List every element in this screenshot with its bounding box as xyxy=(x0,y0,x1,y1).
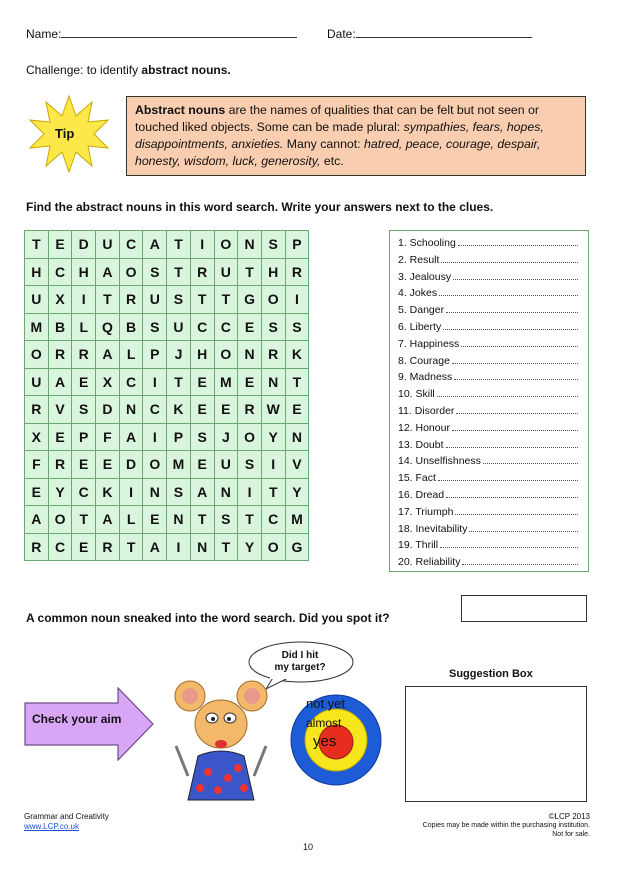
grid-letter: Q xyxy=(96,313,120,341)
grid-letter: O xyxy=(214,341,238,369)
grid-row xyxy=(25,506,309,534)
answer-line[interactable] xyxy=(446,302,578,313)
grid-letter: E xyxy=(143,506,167,534)
clue-item: 17. Triumph xyxy=(398,504,588,521)
grid-letter: M xyxy=(167,451,191,479)
answer-line[interactable] xyxy=(483,453,578,464)
clue-item: 11. Disorder xyxy=(398,403,588,420)
grid-letter: A xyxy=(143,231,167,259)
grid-letter: N xyxy=(143,478,167,506)
grid-letter: K xyxy=(167,396,191,424)
grid-letter: D xyxy=(96,396,120,424)
grid-letter: C xyxy=(143,396,167,424)
answer-box[interactable] xyxy=(461,595,587,622)
grid-letter: N xyxy=(238,341,262,369)
grid-letter: I xyxy=(190,231,214,259)
target-outer-label: not yet xyxy=(306,696,346,711)
answer-line[interactable] xyxy=(439,285,578,296)
grid-letter: T xyxy=(190,286,214,314)
grid-letter: E xyxy=(190,368,214,396)
clue-list xyxy=(389,230,589,572)
tip-badge: Tip xyxy=(55,126,75,141)
clue-item: 14. Unselfishness xyxy=(398,453,588,470)
grid-letter: S xyxy=(238,451,262,479)
grid-letter: M xyxy=(285,506,309,534)
grid-letter: R xyxy=(285,258,309,286)
grid-letter: C xyxy=(119,231,143,259)
grid-letter: S xyxy=(143,313,167,341)
answer-line[interactable] xyxy=(455,504,578,515)
grid-letter: P xyxy=(143,341,167,369)
grid-letter: E xyxy=(48,231,72,259)
grid-row xyxy=(25,258,309,286)
grid-letter: A xyxy=(143,533,167,561)
grid-letter: T xyxy=(190,506,214,534)
grid-letter: X xyxy=(48,286,72,314)
answer-line[interactable] xyxy=(456,403,578,414)
grid-letter: I xyxy=(285,286,309,314)
grid-letter: F xyxy=(96,423,120,451)
date-field[interactable] xyxy=(327,25,532,41)
grid-letter: R xyxy=(261,341,285,369)
grid-letter: B xyxy=(48,313,72,341)
grid-letter: T xyxy=(214,533,238,561)
answer-line[interactable] xyxy=(446,437,578,448)
grid-letter: C xyxy=(72,478,96,506)
grid-letter: E xyxy=(285,396,309,424)
grid-letter: X xyxy=(25,423,49,451)
grid-letter: U xyxy=(214,451,238,479)
grid-letter: R xyxy=(119,286,143,314)
common-noun-question: A common noun sneaked into the word search. Did you spot it? xyxy=(26,611,390,625)
grid-letter: K xyxy=(285,341,309,369)
grid-row xyxy=(25,231,309,259)
grid-letter: I xyxy=(143,423,167,451)
grid-letter: T xyxy=(238,258,262,286)
grid-letter: S xyxy=(214,506,238,534)
grid-letter: C xyxy=(119,368,143,396)
footer-left: Grammar and Creativity www.LCP.co.uk xyxy=(24,812,109,831)
grid-letter: K xyxy=(96,478,120,506)
grid-letter: I xyxy=(167,533,191,561)
grid-letter: N xyxy=(238,231,262,259)
grid-letter: N xyxy=(285,423,309,451)
grid-letter: R xyxy=(190,258,214,286)
grid-letter: S xyxy=(167,478,191,506)
grid-letter: G xyxy=(285,533,309,561)
grid-letter: C xyxy=(190,313,214,341)
grid-letter: H xyxy=(190,341,214,369)
grid-row xyxy=(25,533,309,561)
grid-letter: P xyxy=(167,423,191,451)
grid-row xyxy=(25,313,309,341)
grid-letter: I xyxy=(238,478,262,506)
grid-letter: O xyxy=(119,258,143,286)
grid-letter: U xyxy=(167,313,191,341)
grid-letter: J xyxy=(167,341,191,369)
grid-letter: H xyxy=(72,258,96,286)
grid-letter: E xyxy=(72,451,96,479)
grid-letter: P xyxy=(72,423,96,451)
grid-letter: N xyxy=(190,533,214,561)
grid-letter: N xyxy=(214,478,238,506)
grid-letter: E xyxy=(238,313,262,341)
grid-letter: J xyxy=(214,423,238,451)
answer-line[interactable] xyxy=(461,336,578,347)
grid-letter: A xyxy=(96,258,120,286)
clue-item: 5. Danger xyxy=(398,302,588,319)
grid-letter: S xyxy=(261,313,285,341)
grid-letter: C xyxy=(48,258,72,286)
grid-letter: L xyxy=(72,313,96,341)
grid-letter: E xyxy=(25,478,49,506)
grid-letter: R xyxy=(238,396,262,424)
grid-letter: V xyxy=(48,396,72,424)
clue-item: 4. Jokes xyxy=(398,285,588,302)
speech-bubble-text: Did I hit my target? xyxy=(274,650,326,673)
grid-letter: T xyxy=(96,286,120,314)
grid-letter: T xyxy=(167,231,191,259)
date-label: Date: xyxy=(327,27,356,41)
grid-letter: S xyxy=(72,396,96,424)
answer-line[interactable] xyxy=(440,537,578,548)
grid-letter: S xyxy=(190,423,214,451)
clue-item: 20. Reliability xyxy=(398,554,588,571)
grid-letter: Y xyxy=(285,478,309,506)
grid-letter: X xyxy=(96,368,120,396)
grid-letter: T xyxy=(72,506,96,534)
answer-line[interactable] xyxy=(454,369,578,380)
grid-letter: O xyxy=(143,451,167,479)
answer-line[interactable] xyxy=(441,252,578,263)
grid-letter: R xyxy=(48,341,72,369)
answer-line[interactable] xyxy=(453,269,578,280)
answer-line[interactable] xyxy=(443,319,578,330)
grid-letter: D xyxy=(119,451,143,479)
grid-letter: N xyxy=(261,368,285,396)
grid-row xyxy=(25,451,309,479)
name-field[interactable] xyxy=(26,25,297,41)
grid-letter: Y xyxy=(238,533,262,561)
footer-link[interactable]: www.LCP.co.uk xyxy=(24,822,79,831)
grid-letter: V xyxy=(285,451,309,479)
grid-letter: C xyxy=(261,506,285,534)
grid-letter: E xyxy=(190,451,214,479)
grid-letter: A xyxy=(190,478,214,506)
grid-letter: T xyxy=(25,231,49,259)
answer-line[interactable] xyxy=(452,420,578,431)
answer-line[interactable] xyxy=(452,353,578,364)
clue-item: 15. Fact xyxy=(398,470,588,487)
grid-letter: L xyxy=(119,506,143,534)
grid-letter: H xyxy=(25,258,49,286)
grid-letter: T xyxy=(167,368,191,396)
grid-letter: A xyxy=(96,506,120,534)
grid-letter: T xyxy=(119,533,143,561)
grid-letter: E xyxy=(72,533,96,561)
grid-letter: Y xyxy=(261,423,285,451)
clue-item: 12. Honour xyxy=(398,420,588,437)
grid-row xyxy=(25,396,309,424)
clue-item: 13. Doubt xyxy=(398,437,588,454)
grid-letter: R xyxy=(25,533,49,561)
grid-letter: P xyxy=(285,231,309,259)
grid-row xyxy=(25,341,309,369)
grid-letter: N xyxy=(119,396,143,424)
clue-item: 1. Schooling xyxy=(398,235,588,252)
answer-line[interactable] xyxy=(469,521,578,532)
grid-letter: O xyxy=(261,533,285,561)
grid-letter: O xyxy=(238,423,262,451)
grid-letter: U xyxy=(25,286,49,314)
grid-letter: O xyxy=(261,286,285,314)
target-middle-label: almost xyxy=(306,716,342,730)
page-number: 10 xyxy=(303,842,314,852)
grid-letter: T xyxy=(285,368,309,396)
grid-row xyxy=(25,368,309,396)
grid-letter: R xyxy=(72,341,96,369)
answer-line[interactable] xyxy=(462,554,578,565)
clue-item: 10. Skill xyxy=(398,386,588,403)
grid-letter: F xyxy=(25,451,49,479)
grid-letter: E xyxy=(96,451,120,479)
clue-item: 18. Inevitability xyxy=(398,521,588,538)
grid-letter: I xyxy=(119,478,143,506)
challenge-line: Challenge: to identify abstract nouns. xyxy=(26,63,231,77)
clue-item: 7. Happiness xyxy=(398,336,588,353)
mouse-character-icon xyxy=(158,676,288,804)
check-aim-label: Check your aim xyxy=(32,712,122,726)
answer-line[interactable] xyxy=(446,487,578,498)
grid-letter: H xyxy=(261,258,285,286)
grid-letter: E xyxy=(214,396,238,424)
grid-letter: R xyxy=(25,396,49,424)
grid-row xyxy=(25,286,309,314)
name-label: Name: xyxy=(26,27,62,41)
clue-item: 6. Liberty xyxy=(398,319,588,336)
grid-letter: E xyxy=(48,423,72,451)
clue-item: 19. Thrill xyxy=(398,537,588,554)
tip-box: Abstract nouns are the names of qualities that can be felt but not seen or touched liked objects. Some can be made plural: sympathies, fears, hopes, disappointments, anxieties. Many cannot: hatred, peace, courage, despair, honesty, wisdom, luck, generosity, etc. xyxy=(126,96,586,176)
grid-letter: L xyxy=(119,341,143,369)
clue-item: 8. Courage xyxy=(398,353,588,370)
grid-letter: G xyxy=(238,286,262,314)
grid-letter: A xyxy=(25,506,49,534)
clue-item: 2. Result xyxy=(398,252,588,269)
footer-right: ©LCP 2013 Copies may be made within the purchasing institution. Not for sale. xyxy=(422,812,590,838)
grid-letter: I xyxy=(143,368,167,396)
word-search-grid xyxy=(24,230,309,561)
clue-item: 3. Jealousy xyxy=(398,269,588,286)
grid-letter: U xyxy=(96,231,120,259)
grid-row xyxy=(25,478,309,506)
grid-letter: Y xyxy=(48,478,72,506)
grid-letter: W xyxy=(261,396,285,424)
grid-letter: C xyxy=(214,313,238,341)
grid-letter: T xyxy=(261,478,285,506)
grid-letter: U xyxy=(214,258,238,286)
grid-letter: M xyxy=(214,368,238,396)
grid-letter: E xyxy=(190,396,214,424)
grid-letter: N xyxy=(167,506,191,534)
grid-letter: U xyxy=(25,368,49,396)
grid-letter: I xyxy=(72,286,96,314)
grid-letter: R xyxy=(96,533,120,561)
answer-line[interactable] xyxy=(437,386,578,397)
grid-letter: A xyxy=(119,423,143,451)
target-inner-label: yes xyxy=(313,733,337,750)
grid-letter: U xyxy=(143,286,167,314)
grid-letter: S xyxy=(167,286,191,314)
clue-item: 16. Dread xyxy=(398,487,588,504)
grid-letter: E xyxy=(72,368,96,396)
answer-line[interactable] xyxy=(458,235,578,246)
grid-letter: D xyxy=(72,231,96,259)
grid-letter: E xyxy=(238,368,262,396)
grid-letter: T xyxy=(167,258,191,286)
grid-letter: C xyxy=(48,533,72,561)
instruction-text: Find the abstract nouns in this word search. Write your answers next to the clues. xyxy=(26,200,494,214)
grid-letter: M xyxy=(25,313,49,341)
grid-letter: S xyxy=(143,258,167,286)
grid-letter: O xyxy=(48,506,72,534)
grid-letter: S xyxy=(285,313,309,341)
grid-letter: A xyxy=(96,341,120,369)
grid-letter: R xyxy=(48,451,72,479)
grid-letter: A xyxy=(48,368,72,396)
grid-row xyxy=(25,423,309,451)
suggestion-box[interactable] xyxy=(405,686,587,802)
grid-letter: T xyxy=(214,286,238,314)
grid-letter: B xyxy=(119,313,143,341)
grid-letter: O xyxy=(25,341,49,369)
suggestion-box-label: Suggestion Box xyxy=(449,668,533,680)
grid-letter: S xyxy=(261,231,285,259)
grid-letter: O xyxy=(214,231,238,259)
clue-item: 9. Madness xyxy=(398,369,588,386)
grid-letter: T xyxy=(238,506,262,534)
grid-letter: I xyxy=(261,451,285,479)
answer-line[interactable] xyxy=(438,470,578,481)
